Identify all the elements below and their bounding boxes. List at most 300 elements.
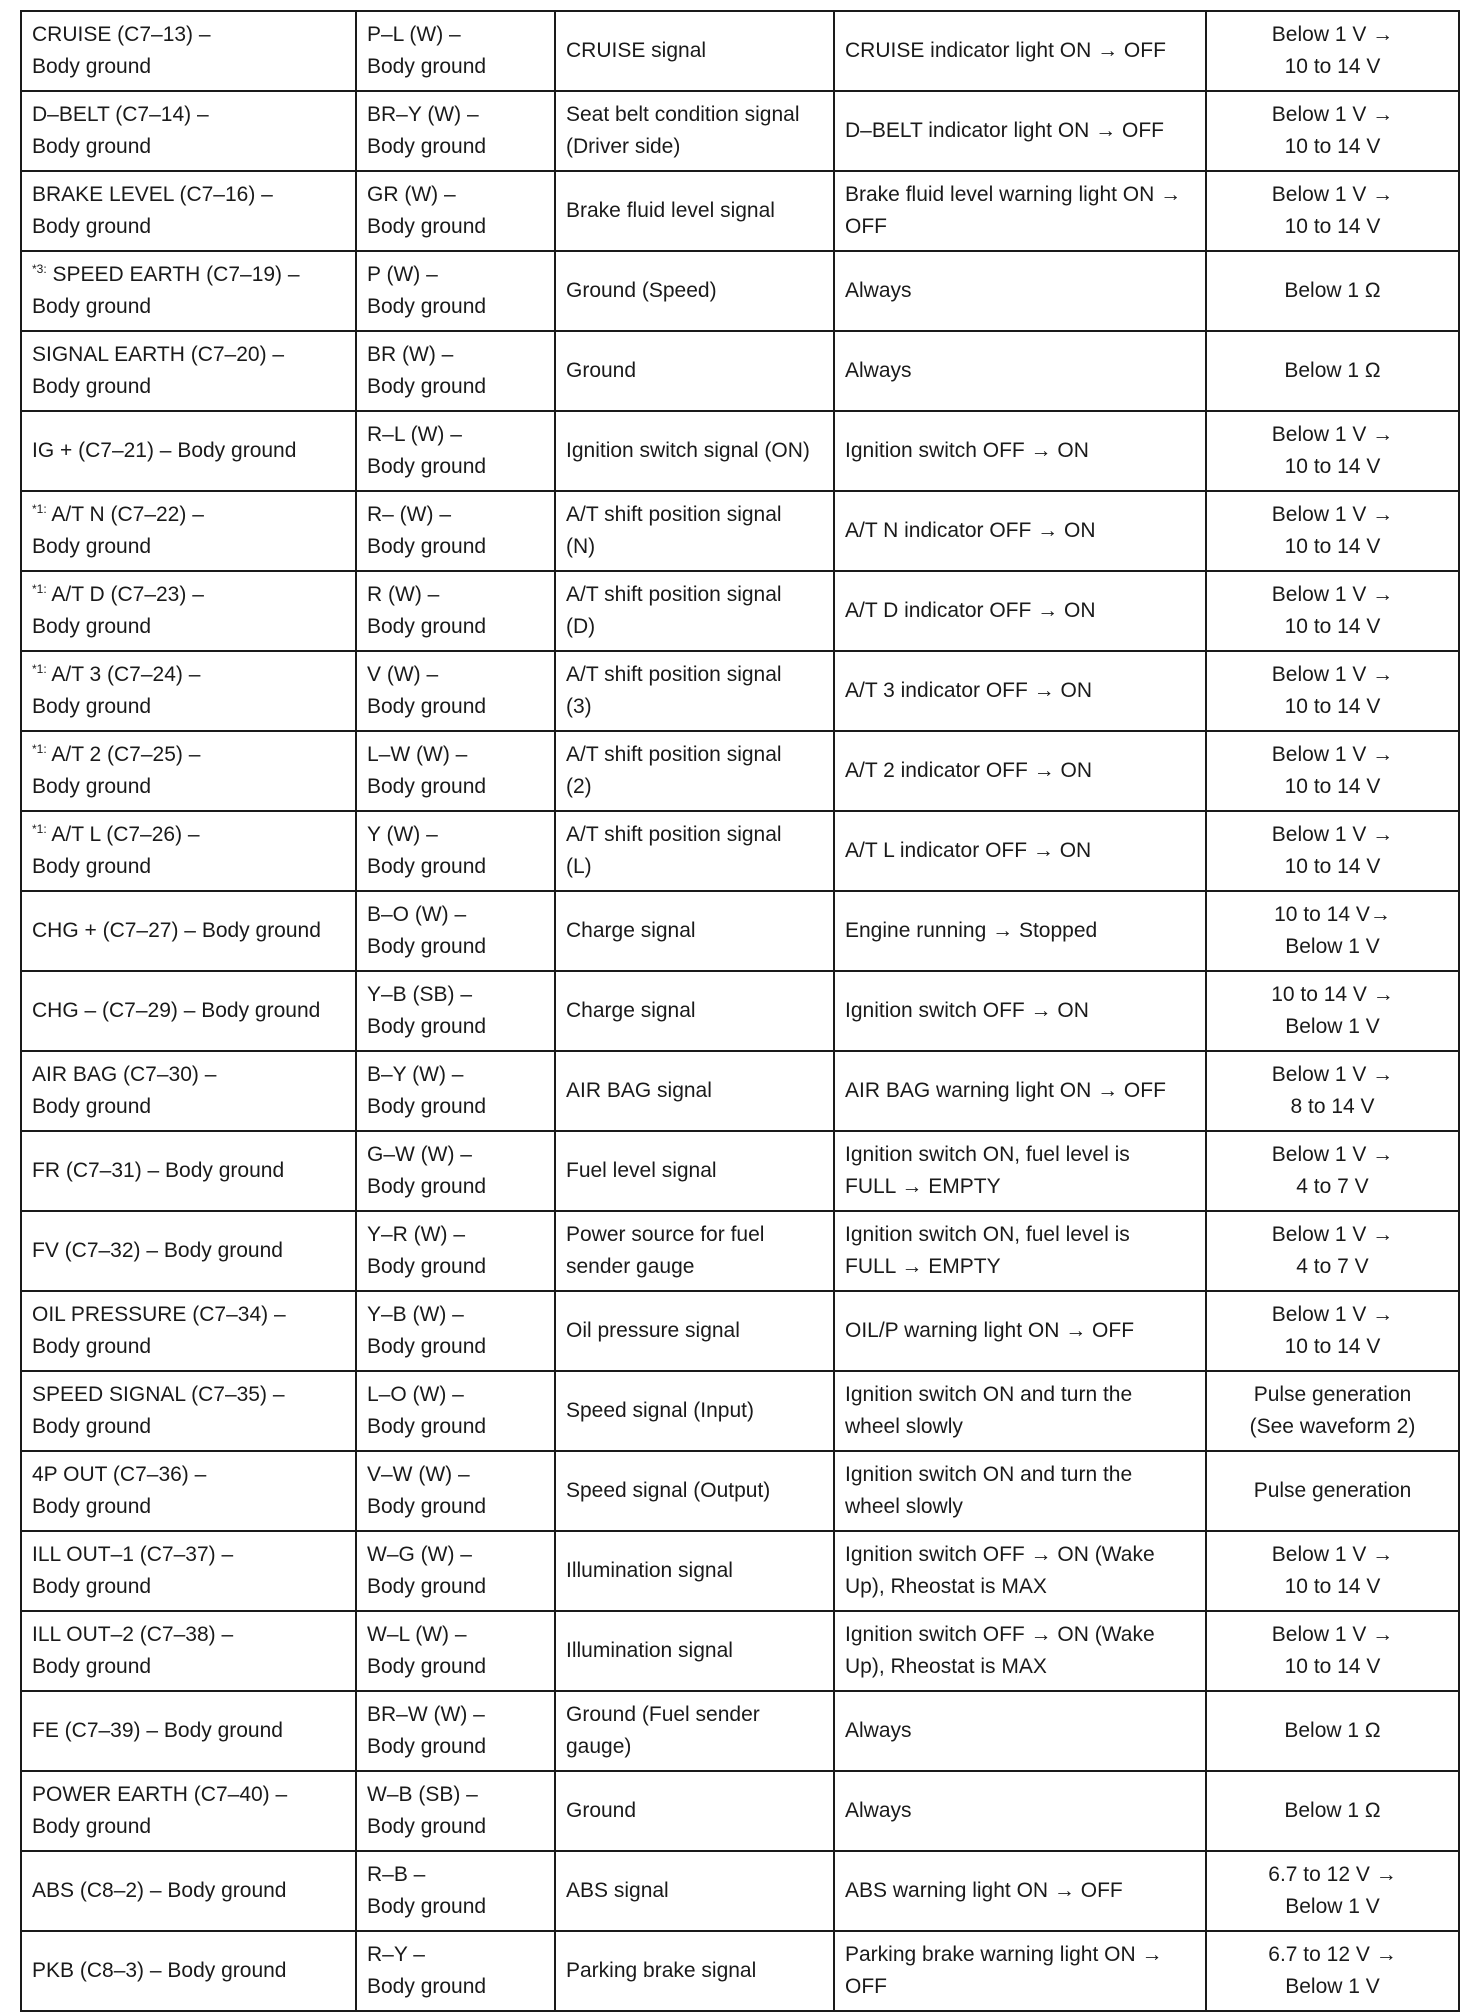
terminal-description-cell (555, 411, 834, 491)
terminal-line: Body ground (32, 695, 152, 718)
terminal-line: FE (C7–39) – Body ground (32, 1719, 283, 1742)
table-row (21, 411, 1459, 491)
terminal-cell (21, 251, 356, 331)
wiring-color-line: W–G (W) – (367, 1543, 472, 1566)
table-row (21, 1611, 1459, 1691)
wiring-color-line: R– (W) – (367, 503, 451, 526)
terminal-text: A/T L (C7–26) – (46, 823, 200, 846)
footnote-marker: *1: (32, 662, 47, 676)
wiring-color-cell (356, 1611, 555, 1691)
specified-condition-line: Below 1 V → (1271, 1223, 1394, 1246)
specified-condition-line: Pulse generation (1253, 1383, 1412, 1406)
table-row (21, 571, 1459, 651)
table-row (21, 1451, 1459, 1531)
terminal-line: FR (C7–31) – Body ground (32, 1159, 285, 1182)
terminal-description-line: Oil pressure signal (566, 1319, 740, 1342)
condition-line: A/T L indicator OFF → ON (845, 839, 1092, 862)
condition-cell (834, 971, 1206, 1051)
specified-condition-line: 10 to 14 V (1284, 855, 1381, 878)
condition-cell (834, 331, 1206, 411)
wiring-color-line: V–W (W) – (367, 1463, 470, 1486)
condition-line: Ignition switch OFF → ON (845, 999, 1089, 1022)
specified-condition-cell (1206, 811, 1459, 891)
condition-cell (834, 1451, 1206, 1531)
wiring-color-line: Body ground (367, 1335, 487, 1358)
condition-line: Up), Rheostat is MAX (845, 1655, 1047, 1678)
specified-condition-line: Below 1 V → (1271, 1143, 1394, 1166)
wiring-color-line: GR (W) – (367, 183, 456, 206)
terminal-line: Body ground (32, 1575, 152, 1598)
terminal-line: Body ground (32, 615, 152, 638)
table-row (21, 1931, 1459, 2011)
terminal-description-cell (555, 1371, 834, 1451)
specified-condition-line: 10 to 14 V (1284, 455, 1381, 478)
condition-line: Brake fluid level warning light ON → (845, 183, 1182, 206)
terminal-cell (21, 91, 356, 171)
table-row (21, 171, 1459, 251)
specified-condition-cell (1206, 491, 1459, 571)
wiring-color-line: Body ground (367, 615, 487, 638)
terminal-line: Body ground (32, 215, 152, 238)
terminal-cell (21, 1211, 356, 1291)
condition-line: A/T 2 indicator OFF → ON (845, 759, 1093, 782)
wiring-color-cell (356, 1131, 555, 1211)
terminal-description-cell (555, 1291, 834, 1371)
terminal-cell (21, 1771, 356, 1851)
wiring-color-cell (356, 251, 555, 331)
terminal-description-cell (555, 1851, 834, 1931)
condition-cell (834, 251, 1206, 331)
terminal-text: SPEED EARTH (C7–19) – (46, 263, 300, 286)
condition-line: Ignition switch OFF → ON (Wake (845, 1623, 1155, 1646)
terminal-cell (21, 1131, 356, 1211)
terminal-cell (21, 891, 356, 971)
wiring-color-cell (356, 891, 555, 971)
condition-line: A/T 3 indicator OFF → ON (845, 679, 1093, 702)
condition-line: Ignition switch ON, fuel level is (845, 1223, 1130, 1246)
specified-condition-cell (1206, 171, 1459, 251)
condition-cell (834, 891, 1206, 971)
wiring-color-cell (356, 1691, 555, 1771)
condition-line: CRUISE indicator light ON → OFF (845, 39, 1166, 62)
specified-condition-cell (1206, 1211, 1459, 1291)
condition-cell (834, 171, 1206, 251)
terminal-cell (21, 1531, 356, 1611)
terminal-line: BRAKE LEVEL (C7–16) – (32, 183, 273, 206)
wiring-color-line: Y–R (W) – (367, 1223, 466, 1246)
terminal-description-cell (555, 1531, 834, 1611)
specified-condition-line: 10 to 14 V (1284, 535, 1381, 558)
terminal-line: Body ground (32, 775, 152, 798)
wiring-color-cell (356, 491, 555, 571)
terminal-description-cell (555, 491, 834, 571)
terminal-cell (21, 1691, 356, 1771)
wiring-color-cell (356, 571, 555, 651)
specified-condition-cell (1206, 1771, 1459, 1851)
terminal-line: Body ground (32, 535, 152, 558)
specified-condition-line: Below 1 V → (1271, 1623, 1394, 1646)
terminal-line: Body ground (32, 375, 152, 398)
terminal-text: A/T 2 (C7–25) – (46, 743, 201, 766)
wiring-color-line: Y–B (SB) – (367, 983, 473, 1006)
footnote-marker: *1: (32, 582, 47, 596)
terminal-cell (21, 11, 356, 91)
table-row (21, 251, 1459, 331)
terminal-line: Body ground (32, 295, 152, 318)
terminal-description-cell (555, 571, 834, 651)
terminal-description-line: ABS signal (566, 1879, 669, 1902)
terminal-line: Body ground (32, 1095, 152, 1118)
table-row (21, 731, 1459, 811)
wiring-color-line: Body ground (367, 1735, 487, 1758)
specified-condition-cell (1206, 1051, 1459, 1131)
terminal-description-line: Charge signal (566, 919, 696, 942)
terminal-description-line: Ground (566, 359, 637, 382)
wiring-color-line: G–W (W) – (367, 1143, 472, 1166)
wiring-color-line: R–Y – (367, 1943, 425, 1966)
table-body (21, 11, 1459, 2011)
wiring-color-cell (356, 1291, 555, 1371)
specified-condition-line: Below 1 V → (1271, 1303, 1394, 1326)
terminal-description-line: A/T shift position signal (566, 663, 782, 686)
specified-condition-line: Below 1 Ω (1284, 1799, 1381, 1822)
terminal-line: ILL OUT–2 (C7–38) – (32, 1623, 234, 1646)
terminal-description-line: Speed signal (Output) (566, 1479, 771, 1502)
wiring-color-line: L–W (W) – (367, 743, 468, 766)
terminal-cell (21, 571, 356, 651)
specified-condition-line: Pulse generation (1253, 1479, 1412, 1502)
terminal-description-line: (Driver side) (566, 135, 681, 158)
terminal-description-line: AIR BAG signal (566, 1079, 712, 1102)
specified-condition-cell (1206, 1851, 1459, 1931)
footnote-marker: *1: (32, 742, 47, 756)
terminal-description-line: A/T shift position signal (566, 823, 782, 846)
terminal-line: Body ground (32, 55, 152, 78)
specified-condition-cell (1206, 1371, 1459, 1451)
specified-condition-line: Below 1 V (1285, 1975, 1380, 1998)
condition-line: OFF (845, 215, 887, 238)
terminal-description-line: gauge) (566, 1735, 632, 1758)
specified-condition-line: 10 to 14 V (1284, 135, 1381, 158)
terminal-description-cell (555, 1211, 834, 1291)
specified-condition-line: Below 1 V (1285, 935, 1380, 958)
table-row (21, 1691, 1459, 1771)
wiring-color-line: Body ground (367, 295, 487, 318)
terminal-description-line: sender gauge (566, 1255, 695, 1278)
specified-condition-line: Below 1 V → (1271, 1543, 1394, 1566)
wiring-color-line: Body ground (367, 1015, 487, 1038)
specified-condition-line: 10 to 14 V (1284, 1335, 1381, 1358)
condition-line: Always (845, 1719, 912, 1742)
terminal-description-line: CRUISE signal (566, 39, 707, 62)
wiring-color-cell (356, 331, 555, 411)
wiring-color-line: P–L (W) – (367, 23, 461, 46)
condition-line: FULL → EMPTY (845, 1255, 1001, 1278)
wiring-color-line: Body ground (367, 375, 487, 398)
wiring-color-line: Body ground (367, 1575, 487, 1598)
table-row (21, 1211, 1459, 1291)
terminal-description-cell (555, 731, 834, 811)
wiring-color-cell (356, 811, 555, 891)
terminal-line (32, 579, 345, 611)
terminal-line: CRUISE (C7–13) – (32, 23, 211, 46)
specified-condition-line: 10 to 14 V (1284, 215, 1381, 238)
condition-cell (834, 1051, 1206, 1131)
terminal-text: A/T 3 (C7–24) – (46, 663, 201, 686)
terminal-line (32, 659, 345, 691)
table-row (21, 891, 1459, 971)
wiring-color-line: W–L (W) – (367, 1623, 467, 1646)
specified-condition-cell (1206, 971, 1459, 1051)
specified-condition-cell (1206, 571, 1459, 651)
condition-line: AIR BAG warning light ON → OFF (845, 1079, 1166, 1102)
wiring-color-line: Body ground (367, 1895, 487, 1918)
terminal-cell (21, 811, 356, 891)
specified-condition-line: Below 1 V → (1271, 663, 1394, 686)
specified-condition-cell (1206, 891, 1459, 971)
condition-cell (834, 1131, 1206, 1211)
specified-condition-cell (1206, 1931, 1459, 2011)
specified-condition-line: 10 to 14 V→ (1274, 903, 1391, 926)
specified-condition-line: Below 1 V → (1271, 823, 1394, 846)
wiring-color-cell (356, 1531, 555, 1611)
wiring-color-line: P (W) – (367, 263, 438, 286)
terminal-cell (21, 651, 356, 731)
terminal-description-line: (L) (566, 855, 592, 878)
table-row (21, 91, 1459, 171)
wiring-color-line: Body ground (367, 695, 487, 718)
condition-cell (834, 1771, 1206, 1851)
terminal-description-line: A/T shift position signal (566, 503, 782, 526)
wiring-color-cell (356, 1051, 555, 1131)
wiring-color-line: R (W) – (367, 583, 440, 606)
wiring-color-cell (356, 1851, 555, 1931)
wiring-color-cell (356, 1371, 555, 1451)
terminal-cell (21, 1051, 356, 1131)
terminal-description-line: Ignition switch signal (ON) (566, 439, 810, 462)
specified-condition-cell (1206, 11, 1459, 91)
terminal-line: ILL OUT–1 (C7–37) – (32, 1543, 234, 1566)
specified-condition-line: Below 1 V (1285, 1895, 1380, 1918)
specified-condition-cell (1206, 331, 1459, 411)
terminal-line: Body ground (32, 1335, 152, 1358)
terminal-description-cell (555, 11, 834, 91)
terminal-cell (21, 1851, 356, 1931)
condition-line: OIL/P warning light ON → OFF (845, 1319, 1135, 1342)
table-row (21, 1291, 1459, 1371)
terminal-line: 4P OUT (C7–36) – (32, 1463, 207, 1486)
condition-cell (834, 411, 1206, 491)
terminal-line: OIL PRESSURE (C7–34) – (32, 1303, 286, 1326)
condition-line: Parking brake warning light ON → (845, 1943, 1163, 1966)
specified-condition-cell (1206, 411, 1459, 491)
terminal-description-line: Charge signal (566, 999, 696, 1022)
condition-cell (834, 1371, 1206, 1451)
specified-condition-cell (1206, 731, 1459, 811)
terminal-description-line: A/T shift position signal (566, 583, 782, 606)
specified-condition-line: (See waveform 2) (1249, 1415, 1416, 1438)
specified-condition-line: Below 1 V → (1271, 583, 1394, 606)
wiring-color-cell (356, 11, 555, 91)
wiring-color-cell (356, 1931, 555, 2011)
terminal-cell (21, 171, 356, 251)
wiring-color-cell (356, 1451, 555, 1531)
footnote-marker: *1: (32, 822, 47, 836)
condition-cell (834, 1531, 1206, 1611)
terminal-line: IG + (C7–21) – Body ground (32, 439, 297, 462)
condition-line: Engine running → Stopped (845, 919, 1098, 942)
specified-condition-line: Below 1 Ω (1284, 279, 1381, 302)
wiring-color-line: BR–W (W) – (367, 1703, 485, 1726)
specified-condition-line: 10 to 14 V (1284, 1575, 1381, 1598)
specified-condition-line: Below 1 V → (1271, 183, 1394, 206)
specified-condition-cell (1206, 651, 1459, 731)
terminal-line: Body ground (32, 855, 152, 878)
table-row (21, 1051, 1459, 1131)
terminal-description-cell (555, 171, 834, 251)
wiring-color-line: Body ground (367, 1975, 487, 1998)
condition-line: Ignition switch OFF → ON (845, 439, 1089, 462)
specified-condition-line: Below 1 V → (1271, 503, 1394, 526)
wiring-color-line: Body ground (367, 1495, 487, 1518)
table-row (21, 1851, 1459, 1931)
condition-line: Ignition switch ON and turn the (845, 1383, 1133, 1406)
wiring-color-line: BR (W) – (367, 343, 454, 366)
specified-condition-cell (1206, 1611, 1459, 1691)
terminal-description-cell (555, 1931, 834, 2011)
terminal-line: POWER EARTH (C7–40) – (32, 1783, 288, 1806)
wiring-color-line: Y–B (W) – (367, 1303, 464, 1326)
terminal-line: FV (C7–32) – Body ground (32, 1239, 283, 1262)
wiring-color-cell (356, 1211, 555, 1291)
condition-line: A/T D indicator OFF → ON (845, 599, 1096, 622)
terminal-cell (21, 731, 356, 811)
terminal-description-cell (555, 1051, 834, 1131)
terminal-description-line: Ground (566, 1799, 637, 1822)
terminal-cell (21, 1371, 356, 1451)
footnote-marker: *3: (32, 262, 47, 276)
terminal-description-cell (555, 1691, 834, 1771)
table-row (21, 1531, 1459, 1611)
specified-condition-line: Below 1 Ω (1284, 1719, 1381, 1742)
wiring-color-line: Body ground (367, 455, 487, 478)
wiring-color-line: Body ground (367, 855, 487, 878)
terminal-description-line: (2) (566, 775, 592, 798)
wiring-color-line: BR–Y (W) – (367, 103, 479, 126)
condition-line: Always (845, 359, 912, 382)
specified-condition-line: Below 1 Ω (1284, 359, 1381, 382)
specified-condition-cell (1206, 1291, 1459, 1371)
terminal-cell (21, 491, 356, 571)
condition-cell (834, 731, 1206, 811)
condition-line: Always (845, 1799, 912, 1822)
terminal-line: ABS (C8–2) – Body ground (32, 1879, 287, 1902)
wiring-color-line: Body ground (367, 935, 487, 958)
terminal-description-cell (555, 971, 834, 1051)
condition-cell (834, 1291, 1206, 1371)
terminal-description-cell (555, 1131, 834, 1211)
terminal-line: Body ground (32, 1815, 152, 1838)
specified-condition-cell (1206, 1531, 1459, 1611)
table-row (21, 11, 1459, 91)
wiring-color-line: L–O (W) – (367, 1383, 464, 1406)
terminal-text: A/T D (C7–23) – (46, 583, 204, 606)
condition-line: FULL → EMPTY (845, 1175, 1001, 1198)
table-row (21, 811, 1459, 891)
condition-cell (834, 1691, 1206, 1771)
condition-cell (834, 491, 1206, 571)
terminal-description-line: Parking brake signal (566, 1959, 757, 1982)
condition-line: Always (845, 279, 912, 302)
terminal-description-line: Ground (Fuel sender (566, 1703, 760, 1726)
wiring-color-cell (356, 91, 555, 171)
specified-condition-line: 8 to 14 V (1290, 1095, 1375, 1118)
specified-condition-line: Below 1 V → (1271, 423, 1394, 446)
table-row (21, 971, 1459, 1051)
specified-condition-cell (1206, 1691, 1459, 1771)
terminal-description-cell (555, 811, 834, 891)
specified-condition-line: Below 1 V → (1271, 23, 1394, 46)
wiring-color-line: W–B (SB) – (367, 1783, 478, 1806)
specified-condition-cell (1206, 1131, 1459, 1211)
terminal-line: CHG – (C7–29) – Body ground (32, 999, 321, 1022)
condition-cell (834, 1851, 1206, 1931)
specified-condition-line: 10 to 14 V (1284, 55, 1381, 78)
wiring-color-line: Y (W) – (367, 823, 438, 846)
terminal-line: Body ground (32, 1495, 152, 1518)
wiring-color-line: Body ground (367, 775, 487, 798)
wiring-color-cell (356, 411, 555, 491)
condition-line: D–BELT indicator light ON → OFF (845, 119, 1164, 142)
terminal-line (32, 819, 345, 851)
wiring-color-line: Body ground (367, 135, 487, 158)
specified-condition-cell (1206, 91, 1459, 171)
terminal-description-cell (555, 891, 834, 971)
condition-line: Ignition switch ON, fuel level is (845, 1143, 1130, 1166)
wiring-color-cell (356, 171, 555, 251)
condition-line: A/T N indicator OFF → ON (845, 519, 1096, 542)
condition-cell (834, 1211, 1206, 1291)
terminal-description-line: Illumination signal (566, 1639, 733, 1662)
condition-line: OFF (845, 1975, 887, 1998)
wiring-color-line: Body ground (367, 1175, 487, 1198)
terminal-line: Body ground (32, 1415, 152, 1438)
terminal-cell (21, 411, 356, 491)
wiring-color-line: Body ground (367, 1655, 487, 1678)
wiring-color-line: Body ground (367, 1255, 487, 1278)
condition-cell (834, 1611, 1206, 1691)
terminal-line: PKB (C8–3) – Body ground (32, 1959, 287, 1982)
terminal-line: Body ground (32, 1655, 152, 1678)
footnote-marker: *1: (32, 502, 47, 516)
terminal-description-cell (555, 331, 834, 411)
specified-condition-line: 10 to 14 V (1284, 615, 1381, 638)
terminal-description-line: (3) (566, 695, 592, 718)
wiring-color-line: V (W) – (367, 663, 439, 686)
wiring-color-line: Body ground (367, 1095, 487, 1118)
condition-line: wheel slowly (845, 1415, 963, 1438)
table-row (21, 331, 1459, 411)
condition-cell (834, 11, 1206, 91)
terminal-cell (21, 331, 356, 411)
condition-line: Ignition switch OFF → ON (Wake (845, 1543, 1155, 1566)
terminal-line: Body ground (32, 135, 152, 158)
terminal-description-line: Ground (Speed) (566, 279, 717, 302)
wiring-color-line: Body ground (367, 215, 487, 238)
wiring-color-line: Body ground (367, 535, 487, 558)
terminal-description-line: Illumination signal (566, 1559, 733, 1582)
condition-line: wheel slowly (845, 1495, 963, 1518)
